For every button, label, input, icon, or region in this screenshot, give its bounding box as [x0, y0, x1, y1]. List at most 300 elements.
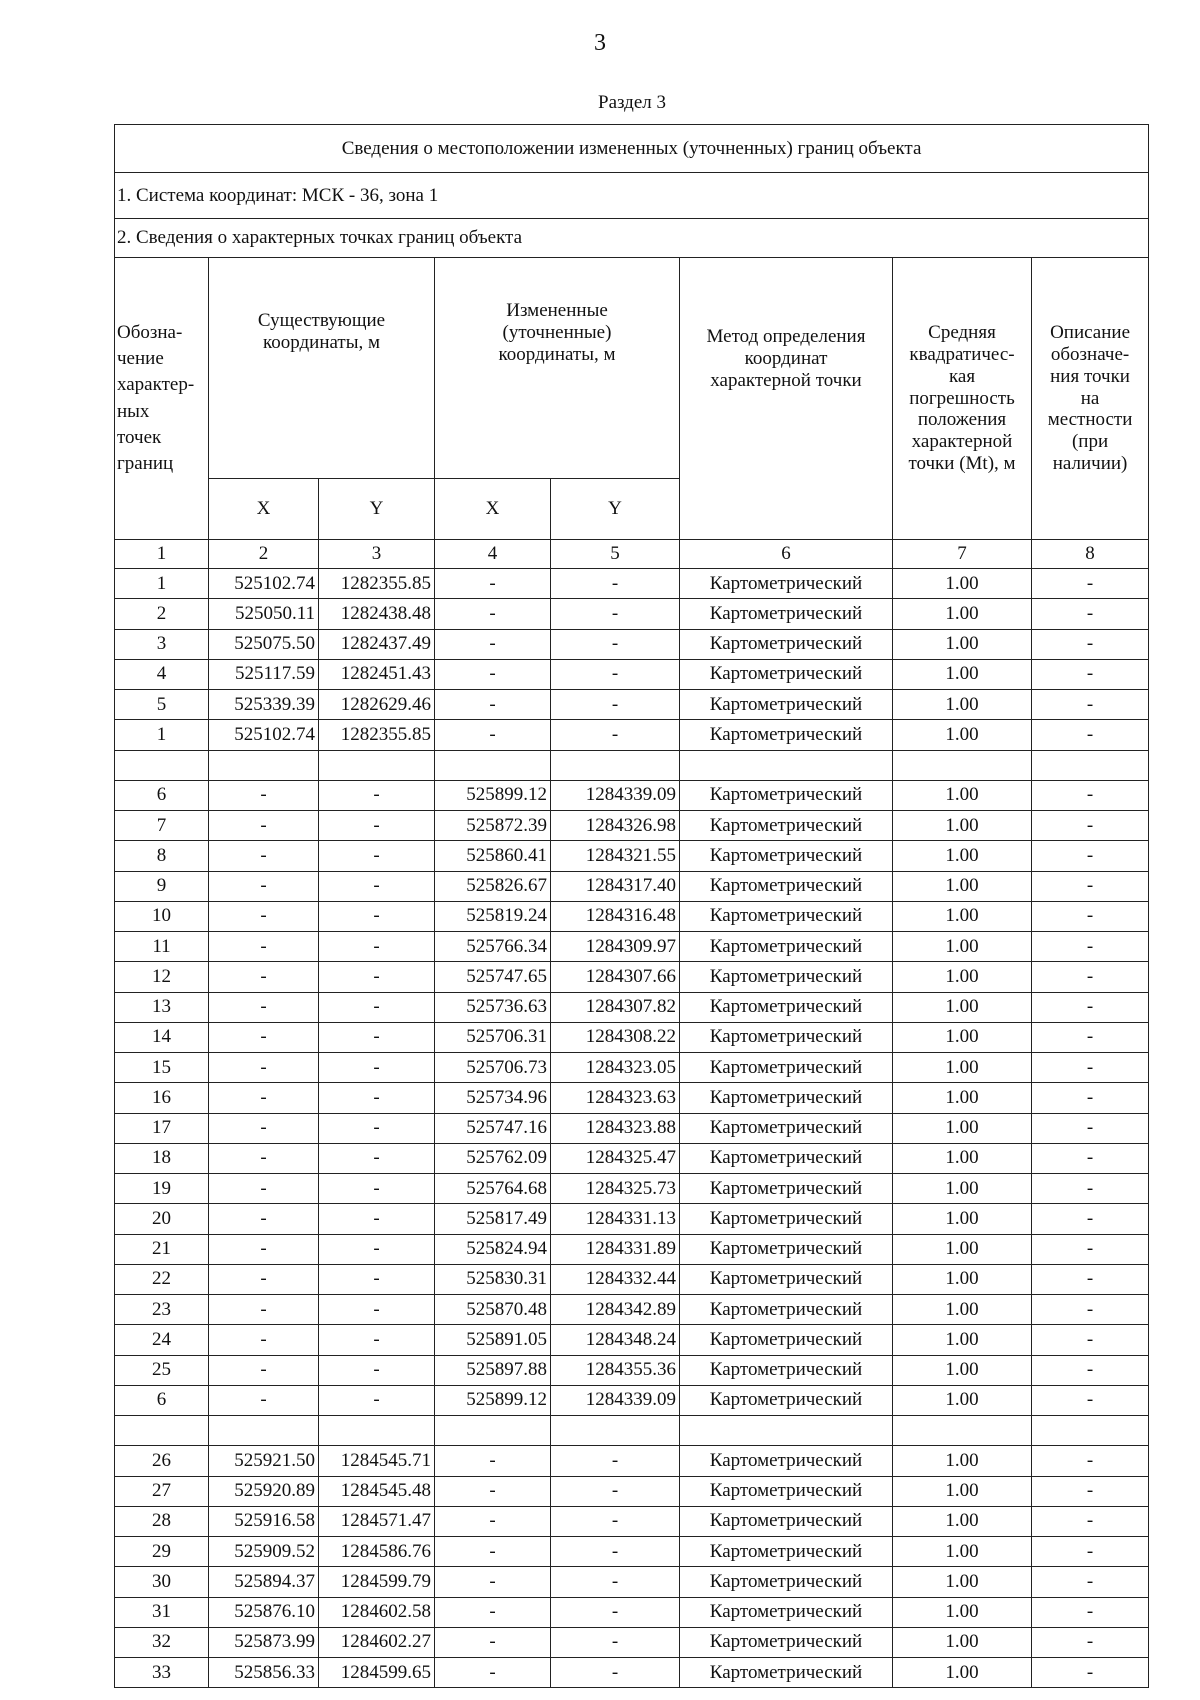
- column-number: 7: [893, 540, 1032, 569]
- changed-x: -: [435, 659, 551, 689]
- table-row: [115, 780, 1149, 810]
- table-row: [115, 720, 1149, 750]
- mean-error: 1.00: [893, 659, 1032, 689]
- changed-x: -: [435, 1476, 551, 1506]
- empty-cell: [209, 750, 319, 780]
- changed-y: 1284339.09: [551, 1385, 680, 1415]
- empty-cell: [551, 1416, 680, 1446]
- existing-x: 525909.52: [209, 1537, 319, 1567]
- point-description: -: [1032, 1355, 1149, 1385]
- mean-error: 1.00: [893, 1264, 1032, 1294]
- existing-y: 1282629.46: [319, 690, 435, 720]
- changed-y: -: [551, 1658, 680, 1688]
- point-description: -: [1032, 932, 1149, 962]
- existing-x: -: [209, 780, 319, 810]
- changed-x: -: [435, 1537, 551, 1567]
- table-row: [115, 1295, 1149, 1325]
- changed-x: -: [435, 720, 551, 750]
- mean-error: 1.00: [893, 871, 1032, 901]
- method: Картометрический: [680, 1204, 893, 1234]
- point-number: 17: [115, 1113, 209, 1143]
- point-number: 21: [115, 1234, 209, 1264]
- table-row: [115, 1476, 1149, 1506]
- header-changed-y: Y: [551, 479, 680, 540]
- existing-x: 525050.11: [209, 599, 319, 629]
- point-description: -: [1032, 1446, 1149, 1476]
- changed-y: -: [551, 1446, 680, 1476]
- changed-x: 525860.41: [435, 841, 551, 871]
- method: Картометрический: [680, 1083, 893, 1113]
- table-title-row: [115, 125, 1149, 173]
- point-description: -: [1032, 1264, 1149, 1294]
- table-row: [115, 1446, 1149, 1476]
- existing-x: 525102.74: [209, 720, 319, 750]
- column-number: 4: [435, 540, 551, 569]
- changed-y: 1284307.82: [551, 992, 680, 1022]
- point-number: 14: [115, 1022, 209, 1052]
- mean-error: 1.00: [893, 1022, 1032, 1052]
- column-number: 5: [551, 540, 680, 569]
- point-number: 10: [115, 901, 209, 931]
- existing-x: -: [209, 1295, 319, 1325]
- table-row: [115, 1022, 1149, 1052]
- empty-cell: [893, 1416, 1032, 1446]
- table-row: [115, 1537, 1149, 1567]
- point-description: -: [1032, 1234, 1149, 1264]
- column-number: 1: [115, 540, 209, 569]
- point-number: 6: [115, 1385, 209, 1415]
- mean-error: 1.00: [893, 1295, 1032, 1325]
- existing-y: -: [319, 1083, 435, 1113]
- header-error: Средняя квадратичес- кая погрешность положения характерной точки (Mt), м: [893, 258, 1032, 540]
- table-row: [115, 1234, 1149, 1264]
- point-description: -: [1032, 1053, 1149, 1083]
- mean-error: 1.00: [893, 1597, 1032, 1627]
- section-label: Раздел 3: [598, 92, 666, 113]
- changed-y: 1284339.09: [551, 780, 680, 810]
- mean-error: 1.00: [893, 1537, 1032, 1567]
- changed-x: -: [435, 1597, 551, 1627]
- point-number: 2: [115, 599, 209, 629]
- point-number: 19: [115, 1174, 209, 1204]
- table-row: [115, 1658, 1149, 1688]
- point-description: -: [1032, 1174, 1149, 1204]
- existing-y: -: [319, 871, 435, 901]
- column-number: 8: [1032, 540, 1149, 569]
- changed-x: 525819.24: [435, 901, 551, 931]
- header-description: Описание обозначе- ния точки на местности (при наличии): [1032, 258, 1149, 540]
- point-number: 32: [115, 1627, 209, 1657]
- changed-x: -: [435, 599, 551, 629]
- point-description: -: [1032, 1083, 1149, 1113]
- point-number: 9: [115, 871, 209, 901]
- existing-x: -: [209, 1385, 319, 1415]
- changed-y: 1284342.89: [551, 1295, 680, 1325]
- existing-y: -: [319, 1295, 435, 1325]
- header-changed-coords: Измененные (уточненные) координаты, м: [435, 258, 680, 479]
- table-row: [115, 1506, 1149, 1536]
- point-description: -: [1032, 659, 1149, 689]
- changed-y: 1284307.66: [551, 962, 680, 992]
- changed-y: 1284316.48: [551, 901, 680, 931]
- existing-x: -: [209, 1083, 319, 1113]
- changed-x: 525891.05: [435, 1325, 551, 1355]
- point-number: 7: [115, 811, 209, 841]
- point-description: -: [1032, 690, 1149, 720]
- changed-x: 525824.94: [435, 1234, 551, 1264]
- point-description: -: [1032, 1325, 1149, 1355]
- method: Картометрический: [680, 659, 893, 689]
- existing-y: 1284602.58: [319, 1597, 435, 1627]
- point-description: -: [1032, 1295, 1149, 1325]
- changed-x: -: [435, 1506, 551, 1536]
- points-header-row: [115, 219, 1149, 258]
- table-title: Сведения о местоположении измененных (уточненных) границ объекта: [115, 125, 1149, 173]
- table-row: [115, 1597, 1149, 1627]
- existing-x: -: [209, 841, 319, 871]
- existing-y: -: [319, 1113, 435, 1143]
- point-description: -: [1032, 1022, 1149, 1052]
- table-row: [115, 690, 1149, 720]
- method: Картометрический: [680, 1658, 893, 1688]
- header-changed-x: X: [435, 479, 551, 540]
- point-number: 8: [115, 841, 209, 871]
- existing-y: -: [319, 901, 435, 931]
- point-description: -: [1032, 871, 1149, 901]
- block-separator-row: [115, 750, 1149, 780]
- point-number: 23: [115, 1295, 209, 1325]
- method: Картометрический: [680, 1506, 893, 1536]
- existing-x: -: [209, 1022, 319, 1052]
- point-number: 1: [115, 569, 209, 599]
- method: Картометрический: [680, 1355, 893, 1385]
- changed-y: 1284309.97: [551, 932, 680, 962]
- changed-x: 525762.09: [435, 1143, 551, 1173]
- changed-x: 525897.88: [435, 1355, 551, 1385]
- table-row: [115, 871, 1149, 901]
- method: Картометрический: [680, 1264, 893, 1294]
- existing-y: -: [319, 1204, 435, 1234]
- block-separator-row: [115, 1416, 1149, 1446]
- point-description: -: [1032, 811, 1149, 841]
- existing-y: -: [319, 932, 435, 962]
- table-row: [115, 1385, 1149, 1415]
- changed-x: -: [435, 1446, 551, 1476]
- point-description: -: [1032, 1204, 1149, 1234]
- point-number: 28: [115, 1506, 209, 1536]
- existing-x: -: [209, 901, 319, 931]
- point-description: -: [1032, 1476, 1149, 1506]
- table-row: [115, 569, 1149, 599]
- existing-x: 525339.39: [209, 690, 319, 720]
- empty-cell: [319, 1416, 435, 1446]
- existing-x: -: [209, 1053, 319, 1083]
- point-number: 4: [115, 659, 209, 689]
- empty-cell: [1032, 1416, 1149, 1446]
- existing-y: -: [319, 1325, 435, 1355]
- method: Картометрический: [680, 841, 893, 871]
- point-description: -: [1032, 962, 1149, 992]
- method: Картометрический: [680, 1537, 893, 1567]
- method: Картометрический: [680, 1295, 893, 1325]
- existing-x: -: [209, 1174, 319, 1204]
- point-number: 11: [115, 932, 209, 962]
- changed-y: 1284332.44: [551, 1264, 680, 1294]
- empty-cell: [1032, 750, 1149, 780]
- existing-x: -: [209, 962, 319, 992]
- changed-x: 525747.16: [435, 1113, 551, 1143]
- existing-y: -: [319, 1355, 435, 1385]
- existing-y: 1284599.79: [319, 1567, 435, 1597]
- empty-cell: [435, 750, 551, 780]
- changed-y: 1284323.63: [551, 1083, 680, 1113]
- point-description: -: [1032, 1627, 1149, 1657]
- changed-x: 525706.73: [435, 1053, 551, 1083]
- existing-y: 1284545.48: [319, 1476, 435, 1506]
- changed-y: 1284348.24: [551, 1325, 680, 1355]
- changed-y: 1284323.88: [551, 1113, 680, 1143]
- method: Картометрический: [680, 629, 893, 659]
- empty-cell: [319, 750, 435, 780]
- existing-x: -: [209, 1204, 319, 1234]
- point-description: -: [1032, 780, 1149, 810]
- changed-x: 525899.12: [435, 780, 551, 810]
- changed-x: -: [435, 690, 551, 720]
- existing-x: 525873.99: [209, 1627, 319, 1657]
- existing-y: -: [319, 962, 435, 992]
- header-existing-x: X: [209, 479, 319, 540]
- mean-error: 1.00: [893, 1325, 1032, 1355]
- existing-y: 1284599.65: [319, 1658, 435, 1688]
- mean-error: 1.00: [893, 901, 1032, 931]
- point-description: -: [1032, 1567, 1149, 1597]
- existing-x: -: [209, 811, 319, 841]
- method: Картометрический: [680, 1053, 893, 1083]
- changed-y: -: [551, 629, 680, 659]
- table-row: [115, 659, 1149, 689]
- existing-y: -: [319, 1143, 435, 1173]
- column-number: 2: [209, 540, 319, 569]
- changed-y: 1284326.98: [551, 811, 680, 841]
- empty-cell: [893, 750, 1032, 780]
- coord-system: 1. Система координат: МСК - 36, зона 1: [115, 173, 1149, 219]
- existing-x: 525920.89: [209, 1476, 319, 1506]
- point-number: 24: [115, 1325, 209, 1355]
- point-description: -: [1032, 1385, 1149, 1415]
- existing-x: -: [209, 1355, 319, 1385]
- existing-x: -: [209, 1143, 319, 1173]
- empty-cell: [115, 1416, 209, 1446]
- existing-x: 525921.50: [209, 1446, 319, 1476]
- existing-y: -: [319, 1022, 435, 1052]
- existing-x: 525102.74: [209, 569, 319, 599]
- existing-x: -: [209, 1264, 319, 1294]
- point-description: -: [1032, 1143, 1149, 1173]
- point-number: 15: [115, 1053, 209, 1083]
- changed-x: 525764.68: [435, 1174, 551, 1204]
- existing-x: 525117.59: [209, 659, 319, 689]
- mean-error: 1.00: [893, 1053, 1032, 1083]
- changed-x: 525734.96: [435, 1083, 551, 1113]
- coord-system-row: [115, 173, 1149, 219]
- empty-cell: [115, 750, 209, 780]
- existing-y: -: [319, 780, 435, 810]
- existing-y: -: [319, 1385, 435, 1415]
- point-number: 12: [115, 962, 209, 992]
- empty-cell: [680, 1416, 893, 1446]
- page-number: 3: [594, 30, 606, 56]
- method: Картометрический: [680, 1174, 893, 1204]
- existing-y: 1284571.47: [319, 1506, 435, 1536]
- point-number: 13: [115, 992, 209, 1022]
- changed-x: 525826.67: [435, 871, 551, 901]
- mean-error: 1.00: [893, 841, 1032, 871]
- mean-error: 1.00: [893, 1385, 1032, 1415]
- changed-y: -: [551, 1627, 680, 1657]
- point-description: -: [1032, 901, 1149, 931]
- existing-y: -: [319, 811, 435, 841]
- changed-x: 525747.65: [435, 962, 551, 992]
- changed-y: -: [551, 690, 680, 720]
- existing-x: -: [209, 932, 319, 962]
- changed-y: -: [551, 659, 680, 689]
- changed-x: -: [435, 1627, 551, 1657]
- mean-error: 1.00: [893, 599, 1032, 629]
- changed-y: -: [551, 1476, 680, 1506]
- mean-error: 1.00: [893, 720, 1032, 750]
- mean-error: 1.00: [893, 780, 1032, 810]
- mean-error: 1.00: [893, 1627, 1032, 1657]
- point-number: 22: [115, 1264, 209, 1294]
- changed-x: -: [435, 629, 551, 659]
- point-number: 5: [115, 690, 209, 720]
- table-row: [115, 629, 1149, 659]
- table-row: [115, 962, 1149, 992]
- method: Картометрический: [680, 1446, 893, 1476]
- point-number: 26: [115, 1446, 209, 1476]
- column-header-row: [115, 258, 1149, 479]
- point-number: 30: [115, 1567, 209, 1597]
- point-number: 16: [115, 1083, 209, 1113]
- table-row: [115, 1083, 1149, 1113]
- changed-y: 1284331.89: [551, 1234, 680, 1264]
- changed-x: 525870.48: [435, 1295, 551, 1325]
- empty-cell: [435, 1416, 551, 1446]
- existing-x: 525916.58: [209, 1506, 319, 1536]
- point-description: -: [1032, 1506, 1149, 1536]
- point-description: -: [1032, 1658, 1149, 1688]
- point-description: -: [1032, 1537, 1149, 1567]
- existing-y: 1284586.76: [319, 1537, 435, 1567]
- existing-y: 1284545.71: [319, 1446, 435, 1476]
- changed-y: -: [551, 1597, 680, 1627]
- table-row: [115, 1567, 1149, 1597]
- empty-cell: [680, 750, 893, 780]
- changed-x: 525736.63: [435, 992, 551, 1022]
- table-row: [115, 901, 1149, 931]
- point-description: -: [1032, 1597, 1149, 1627]
- point-number: 25: [115, 1355, 209, 1385]
- mean-error: 1.00: [893, 1234, 1032, 1264]
- point-description: -: [1032, 841, 1149, 871]
- table-row: [115, 1264, 1149, 1294]
- method: Картометрический: [680, 1385, 893, 1415]
- mean-error: 1.00: [893, 690, 1032, 720]
- method: Картометрический: [680, 1113, 893, 1143]
- existing-x: -: [209, 1113, 319, 1143]
- point-number: 20: [115, 1204, 209, 1234]
- mean-error: 1.00: [893, 1143, 1032, 1173]
- table-row: [115, 841, 1149, 871]
- table-row: [115, 599, 1149, 629]
- point-description: -: [1032, 720, 1149, 750]
- point-number: 31: [115, 1597, 209, 1627]
- method: Картометрический: [680, 1567, 893, 1597]
- changed-x: -: [435, 1658, 551, 1688]
- method: Картометрический: [680, 962, 893, 992]
- mean-error: 1.00: [893, 629, 1032, 659]
- header-existing-y: Y: [319, 479, 435, 540]
- existing-y: 1282355.85: [319, 569, 435, 599]
- table-row: [115, 1627, 1149, 1657]
- point-description: -: [1032, 599, 1149, 629]
- point-number: 1: [115, 720, 209, 750]
- changed-y: -: [551, 1537, 680, 1567]
- method: Картометрический: [680, 690, 893, 720]
- table-row: [115, 932, 1149, 962]
- existing-y: -: [319, 1234, 435, 1264]
- mean-error: 1.00: [893, 1567, 1032, 1597]
- point-description: -: [1032, 629, 1149, 659]
- existing-x: 525856.33: [209, 1658, 319, 1688]
- point-description: -: [1032, 1113, 1149, 1143]
- changed-y: 1284308.22: [551, 1022, 680, 1052]
- changed-y: 1284355.36: [551, 1355, 680, 1385]
- changed-x: -: [435, 1567, 551, 1597]
- table-row: [115, 1325, 1149, 1355]
- mean-error: 1.00: [893, 992, 1032, 1022]
- point-description: -: [1032, 992, 1149, 1022]
- changed-x: -: [435, 569, 551, 599]
- point-number: 3: [115, 629, 209, 659]
- method: Картометрический: [680, 780, 893, 810]
- existing-x: 525876.10: [209, 1597, 319, 1627]
- mean-error: 1.00: [893, 962, 1032, 992]
- existing-y: -: [319, 841, 435, 871]
- table-row: [115, 1113, 1149, 1143]
- mean-error: 1.00: [893, 1174, 1032, 1204]
- header-method: Метод определения координат характерной точки: [680, 258, 893, 540]
- header-existing-coords: Существующие координаты, м: [209, 258, 435, 479]
- point-number: 6: [115, 780, 209, 810]
- points-header: 2. Сведения о характерных точках границ объекта: [115, 219, 1149, 258]
- mean-error: 1.00: [893, 1506, 1032, 1536]
- changed-y: -: [551, 1506, 680, 1536]
- point-number: 29: [115, 1537, 209, 1567]
- changed-x: 525830.31: [435, 1264, 551, 1294]
- boundary-points-table: [114, 124, 1149, 1688]
- column-numbers-row: [115, 540, 1149, 569]
- changed-y: -: [551, 599, 680, 629]
- table-row: [115, 1143, 1149, 1173]
- column-number: 3: [319, 540, 435, 569]
- changed-y: 1284325.47: [551, 1143, 680, 1173]
- changed-x: 525766.34: [435, 932, 551, 962]
- existing-x: 525075.50: [209, 629, 319, 659]
- mean-error: 1.00: [893, 932, 1032, 962]
- mean-error: 1.00: [893, 1113, 1032, 1143]
- existing-x: -: [209, 1234, 319, 1264]
